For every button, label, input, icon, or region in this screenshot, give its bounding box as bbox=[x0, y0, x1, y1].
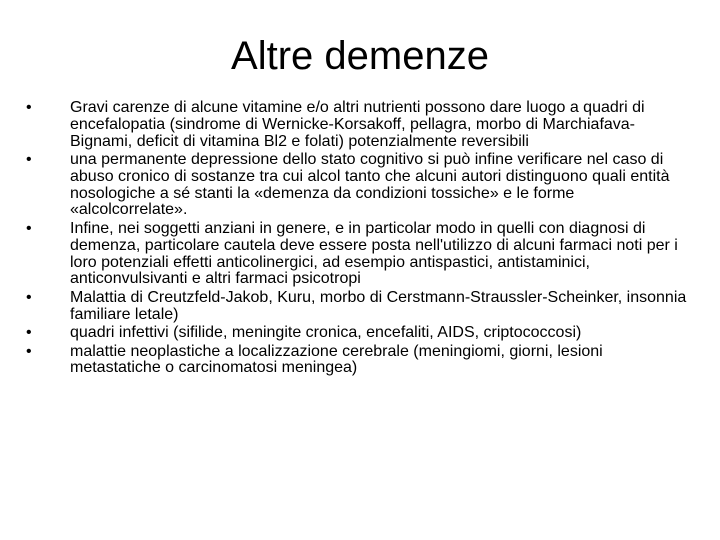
bullet-list bbox=[26, 100, 694, 379]
bullet-item-prion-diseases bbox=[26, 290, 694, 324]
bullet-text: una permanente depressione dello stato cognitivo si può infine verificare nel caso di abuso cronico di sostanze tra cui alcol tanto che alcuni autori distinguono quali entità nosologiche a sé stanti la «demenza da condizioni tossiche» e le forme «alcolcorrelate». bbox=[70, 151, 670, 219]
bullet-item-vitamin-deficiency bbox=[26, 100, 694, 150]
bullet-item-neoplasms bbox=[26, 344, 694, 378]
slide-title: Altre demenze bbox=[231, 34, 489, 78]
bullet-item-anticholinergic-drugs bbox=[26, 221, 694, 288]
bullet-text: Malattia di Creutzfeld-Jakob, Kuru, morbo di Cerstmann-Straussler-Scheinker, insonnia familiare letale) bbox=[70, 288, 687, 323]
bullet-item-infections bbox=[26, 325, 694, 342]
bullet-dot-icon: • bbox=[26, 151, 32, 169]
bullet-dot-icon: • bbox=[26, 324, 32, 342]
bullet-item-toxic-dementia bbox=[26, 152, 694, 219]
bullet-dot-icon: • bbox=[26, 288, 32, 306]
bullet-text: Gravi carenze di alcune vitamine e/o altri nutrienti possono dare luogo a quadri di encefalopatia (sindrome di Wernicke-Korsakoff, pellagra, morbo di Marchiafava-Bignami, deficit di vitamina Bl2 e folati) potenzialmente reversibili bbox=[70, 99, 645, 150]
bullet-dot-icon: • bbox=[26, 219, 32, 237]
bullet-dot-icon: • bbox=[26, 99, 32, 116]
bullet-dot-icon: • bbox=[26, 342, 32, 360]
bullet-text: malattie neoplastiche a localizzazione cerebrale (meningiomi, giorni, lesioni metastatiche o carcinomatosi meningea) bbox=[70, 342, 603, 377]
bullet-text: quadri infettivi (sifilide, meningite cronica, encefaliti, AIDS, criptococcosi) bbox=[70, 324, 582, 342]
bullet-text: Infine, nei soggetti anziani in genere, e in particolar modo in quelli con diagnosi di demenza, particolare cautela deve essere posta nell'utilizzo di alcuni farmaci noti per i loro potenziali effetti anticolinergici, ad esempio antispastici, antistaminici, anticonvulsivanti e altri farmaci psicotropi bbox=[70, 219, 678, 288]
